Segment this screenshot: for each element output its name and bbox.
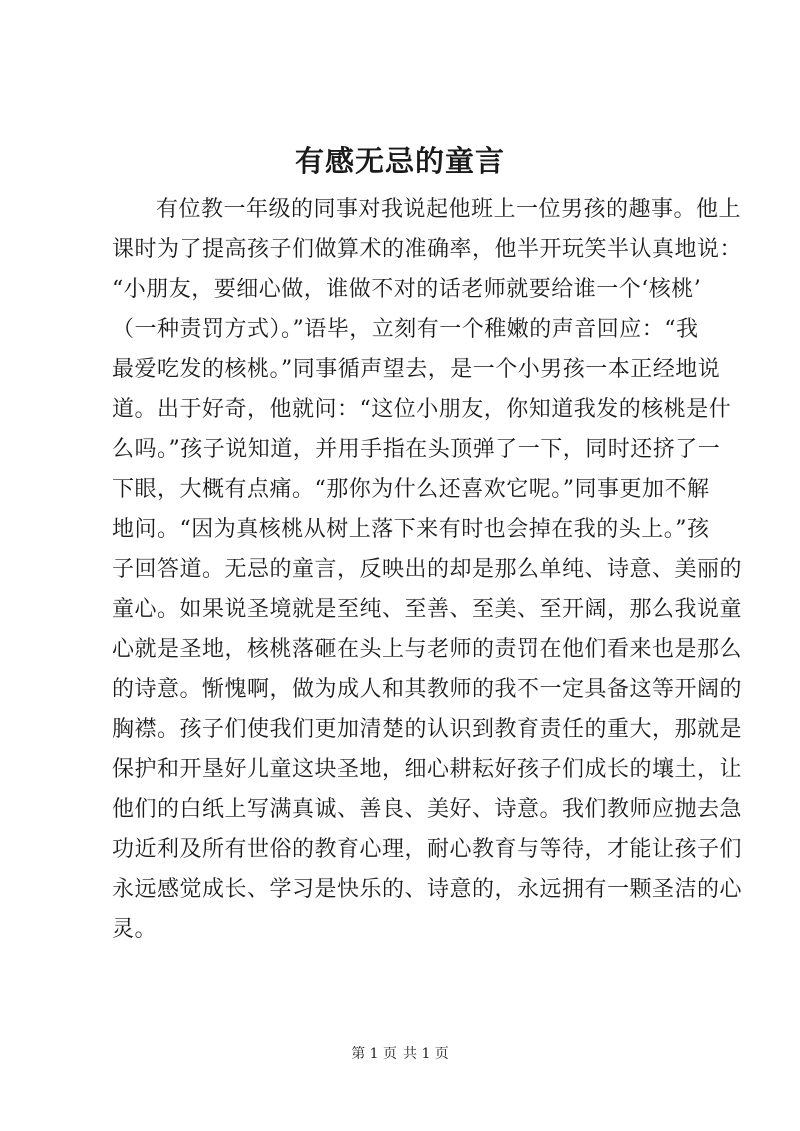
paragraph-line: （一种责罚方式）。”语毕，立刻有一个稚嫩的声音回应：“我 (112, 317, 699, 342)
paragraph-line: 保护和开垦好儿童这块圣地，细心耕耘好孩子们成长的壤土，让 (112, 757, 743, 782)
paragraph-line: 心就是圣地，核桃落砸在头上与老师的责罚在他们看来也是那么 (112, 637, 743, 662)
paragraph-line: 么吗。”孩子说知道，并用手指在头顶弹了一下，同时还挤了一 (112, 437, 721, 462)
paragraph-line: 功近利及所有世俗的教育心理，耐心教育与等待，才能让孩子们 (112, 837, 743, 862)
paragraph-line: 的诗意。惭愧啊，做为成人和其教师的我不一定具备这等开阔的 (112, 677, 743, 702)
page-total: 共 1 页 (403, 1046, 449, 1062)
paragraph-line: 下眼，大概有点痛。“那你为什么还喜欢它呢。”同事更加不解 (112, 477, 710, 502)
paragraph-line: 子回答道。无忌的童言，反映出的却是那么单纯、诗意、美丽的 (112, 557, 743, 582)
page-footer (0, 1044, 800, 1064)
paragraph-line: “小朋友，要细心做，谁做不对的话老师就要给谁一个‘核桃’ (112, 277, 702, 302)
paragraph-line: 童心。如果说圣境就是至纯、至善、至美、至开阔，那么我说童 (112, 597, 743, 622)
paragraph-line: 课时为了提高孩子们做算术的准确率，他半开玩笑半认真地说： (112, 237, 743, 262)
paragraph-line: 道。出于好奇，他就问：“这位小朋友，你知道我发的核桃是什 (112, 397, 732, 422)
paragraph-line: 他们的白纸上写满真诚、善良、美好、诗意。我们教师应抛去急 (112, 797, 743, 822)
paragraph-line: 胸襟。孩子们使我们更加清楚的认识到教育责任的重大，那就是 (112, 717, 743, 742)
paragraph-line: 永远感觉成长、学习是快乐的、诗意的，永远拥有一颗圣洁的心 (112, 877, 743, 902)
paragraph-line: 地问。“因为真核桃从树上落下来有时也会掉在我的头上。”孩 (112, 517, 710, 542)
document-title: 有感无忌的童言 (294, 144, 505, 178)
document-body (112, 190, 743, 950)
page-number: 第 1 页 (351, 1046, 397, 1062)
paragraph-line: 有位教一年级的同事对我说起他班上一位男孩的趣事。他上 (156, 197, 742, 222)
paragraph-line: 灵。 (112, 917, 158, 942)
paragraph-line: 最爱吃发的核桃。”同事循声望去，是一个小男孩一本正经地说 (112, 357, 721, 382)
